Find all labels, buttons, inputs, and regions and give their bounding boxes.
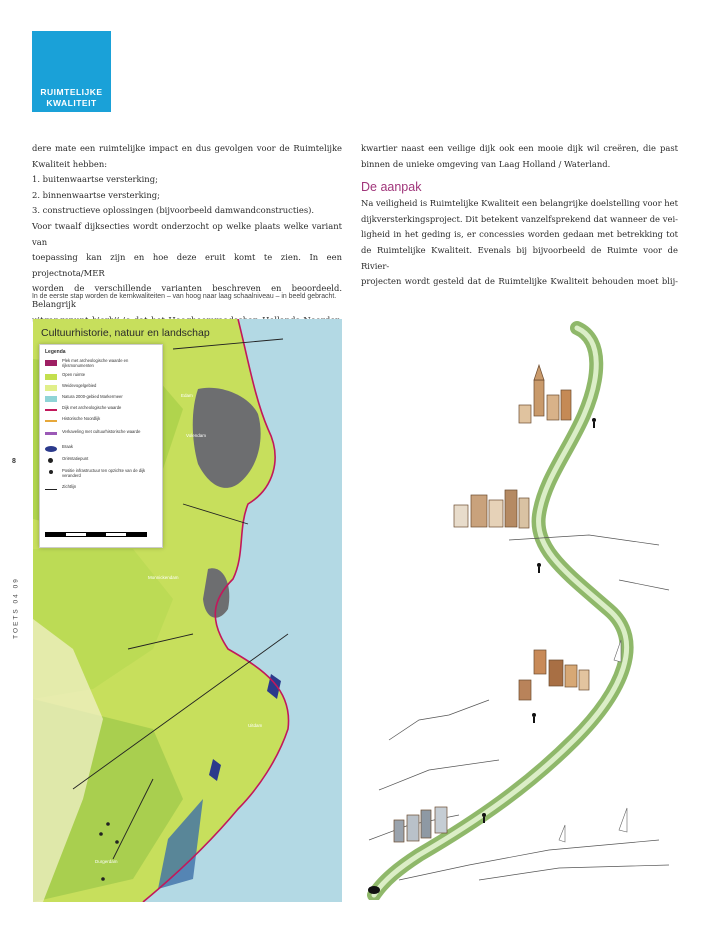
place-label: Volendam xyxy=(186,433,207,438)
legend-item xyxy=(45,406,159,415)
paragraph-line: toepassing kan zijn en hoe deze eruit komt te zien. In een projectnota/MER xyxy=(32,252,342,278)
legend-swatch xyxy=(45,385,57,391)
legend-swatch xyxy=(45,396,57,402)
paragraph-line: de Ruimtelijke Kwaliteit. Evenals bij bijvoorbeeld de Ruimte voor de Rivier- xyxy=(361,244,678,271)
paragraph-line: ligheid in het geding is, er concessies worden gedaan met betrekking tot xyxy=(361,229,678,240)
legend-swatch xyxy=(45,420,57,422)
magazine-name xyxy=(11,578,21,638)
legend-item xyxy=(45,469,159,478)
legend-label: Verkaveling met cultuurhistorische waarde xyxy=(62,429,141,434)
legend-item xyxy=(45,485,159,494)
legend-label: Zichtlijn xyxy=(62,484,77,489)
legend-swatch xyxy=(48,458,53,463)
legend-swatch xyxy=(45,489,57,490)
legend-label: Natura 2000-gebied Markermeer xyxy=(62,394,123,399)
list-item: 1. buitenwaartse versterking; xyxy=(32,174,158,185)
legend-label: Historische Noordlijk xyxy=(62,416,101,421)
legend-item xyxy=(45,359,159,368)
figure-caption: In de eerste stap worden de kernkwaliteiten – van hoog naar laag schaalniveau – in beeld gebracht. xyxy=(32,293,337,300)
page-number: 8 xyxy=(12,458,16,465)
paragraph: dere mate een ruimtelijke impact en dus gevolgen voor de Ruimtelijke xyxy=(32,143,342,153)
legend-swatch xyxy=(45,409,57,411)
paragraph-line: Na veiligheid is Ruimtelijke Kwaliteit een belangrijke doelstelling voor het xyxy=(361,198,678,209)
legend-item xyxy=(45,457,159,466)
map-legend xyxy=(39,344,163,548)
legend-swatch xyxy=(45,432,57,435)
list-item: 2. binnenwaartse versterking; xyxy=(32,189,160,200)
legend-item xyxy=(45,373,159,382)
text-column-right xyxy=(361,141,678,290)
legend-label: Positie infrastructuur ten opzichte van de dijk veranderd xyxy=(62,468,146,478)
legend-item xyxy=(45,417,159,426)
legend-label: Oriëntatiepunt xyxy=(62,456,89,461)
paragraph-line: kwartier naast een veilige dijk ook een mooie dijk wil creëren, die past xyxy=(361,143,678,153)
place-label: Edam xyxy=(181,393,193,398)
paragraph-line: worden de verschillende varianten beschreven en beoordeeld. Belangrijk xyxy=(32,283,342,309)
map-title: Cultuurhistorie, natuur en landschap xyxy=(41,327,210,339)
text-column-left xyxy=(32,141,342,328)
section-tag-line2: KWALITEIT xyxy=(46,98,97,108)
legend-swatch xyxy=(45,446,57,452)
paragraph-line: dijkversterkingsproject. Dit betekent vanzelfsprekend dat wanneer de vei- xyxy=(361,213,678,224)
place-label: Monnickendam xyxy=(148,575,179,580)
paragraph-line: binnen de unieke omgeving van Laag Holland / Waterland. xyxy=(361,158,611,169)
magazine-label: TOETS 04 09 xyxy=(12,577,20,639)
section-heading: De aanpak xyxy=(361,180,422,195)
legend-title: Legenda xyxy=(45,349,66,355)
paragraph-line: Voor twaalf dijksecties wordt onderzocht op welke plaats welke variant van xyxy=(32,220,342,247)
legend-label: Dijk met archeologische waarde xyxy=(62,405,122,410)
section-tag xyxy=(32,31,111,112)
legend-item xyxy=(45,430,159,439)
legend-label: Plek met archeologische waarde en rijksmonumenten xyxy=(62,358,129,368)
sketch-graphic xyxy=(359,320,681,900)
legend-swatch xyxy=(45,374,57,380)
section-tag-line1: RUIMTELIJKE xyxy=(40,87,103,97)
legend-label: Weidevogelgebied xyxy=(62,383,97,388)
map-scale-bar xyxy=(45,532,147,537)
dike-sketch-illustration xyxy=(359,320,681,900)
legend-label: Braak xyxy=(62,444,73,449)
legend-item xyxy=(45,384,159,393)
list-item: 3. constructieve oplossingen (bijvoorbeeld damwandconstructies). xyxy=(32,205,315,216)
legend-item xyxy=(45,445,159,454)
landscape-map xyxy=(33,319,342,902)
legend-swatch xyxy=(45,360,57,366)
legend-label: Open ruimte xyxy=(62,372,86,377)
place-label: Uitdam xyxy=(248,723,263,728)
legend-item xyxy=(45,395,159,404)
paragraph-line: projecten wordt gesteld dat de Ruimtelijke Kwaliteit behouden moet blij- xyxy=(361,276,678,287)
paragraph: Kwaliteit hebben: xyxy=(32,158,108,169)
place-label: Durgerdam xyxy=(95,859,118,864)
legend-swatch xyxy=(49,470,53,474)
